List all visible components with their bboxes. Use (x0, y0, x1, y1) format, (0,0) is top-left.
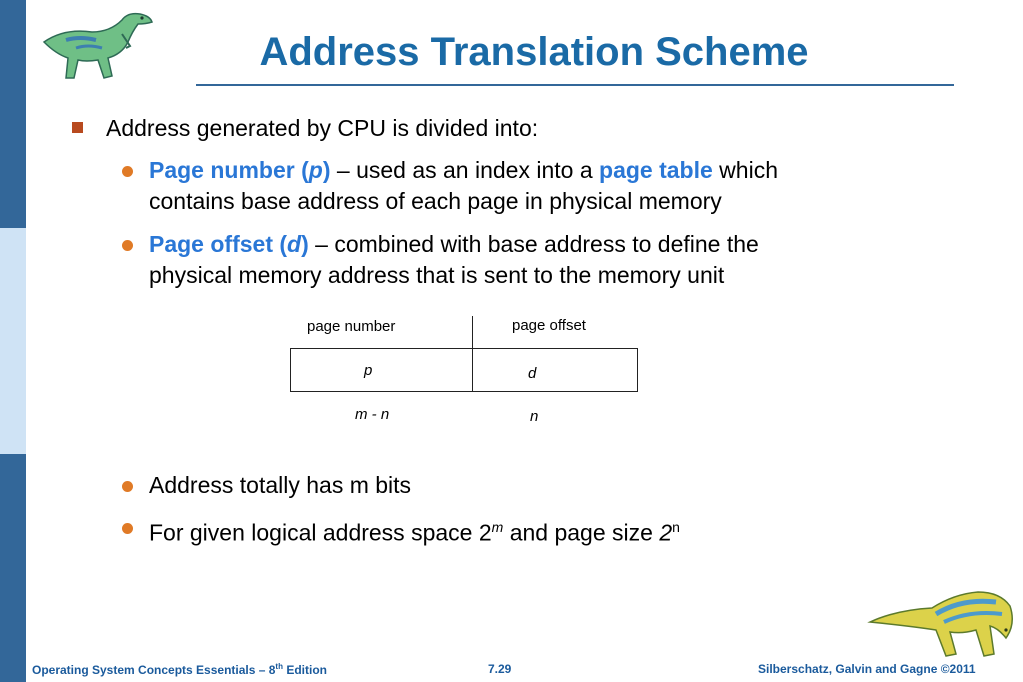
round-bullet-icon (122, 240, 133, 251)
slide-title: Address Translation Scheme (259, 30, 809, 74)
dinosaur-logo-top (36, 6, 158, 84)
round-bullet-icon (122, 166, 133, 177)
footer-slide-number: 7.29 (488, 662, 512, 676)
address-field-box (290, 348, 638, 392)
page-number-line-1: Page number (p) – used as an index into a page table which (149, 157, 778, 183)
page-table-term: page table (599, 157, 713, 183)
round-bullet-icon (122, 523, 133, 534)
title-divider (196, 84, 954, 86)
diagram-label-page-number: page number (307, 318, 396, 335)
field-divider (472, 316, 473, 392)
page-number-line-2: contains base address of each page in physical memory (149, 188, 722, 214)
diagram-cell-p: p (364, 362, 373, 379)
page-offset-term: Page offset (d) (149, 231, 309, 257)
page-offset-line-2: physical memory address that is sent to the memory unit (149, 262, 725, 288)
page-offset-line-1: Page offset (d) – combined with base address to define the (149, 231, 759, 257)
footer-book-title: Operating System Concepts Essentials – 8th Edition (32, 662, 327, 677)
dinosaur-logo-bottom (866, 584, 1018, 660)
footer-authors: Silberschatz, Galvin and Gagne ©2011 (758, 662, 976, 676)
main-bullet-text: Address generated by CPU is divided into: (106, 115, 539, 141)
diagram-width-m-n: m - n (355, 406, 390, 423)
diagram-width-n: n (530, 408, 539, 425)
address-space-text: For given logical address space 2$^m$ and page size 2$^n$ (149, 519, 680, 546)
diagram-label-page-offset: page offset (512, 317, 586, 334)
sidebar-top (0, 0, 26, 228)
page-number-term: Page number (p) (149, 157, 331, 183)
diagram-cell-d: d (528, 365, 537, 382)
sidebar-bottom (0, 454, 26, 682)
address-bits-text: Address totally has m bits (149, 472, 412, 498)
round-bullet-icon (122, 481, 133, 492)
square-bullet-icon (72, 122, 83, 133)
sidebar-middle (0, 228, 26, 454)
